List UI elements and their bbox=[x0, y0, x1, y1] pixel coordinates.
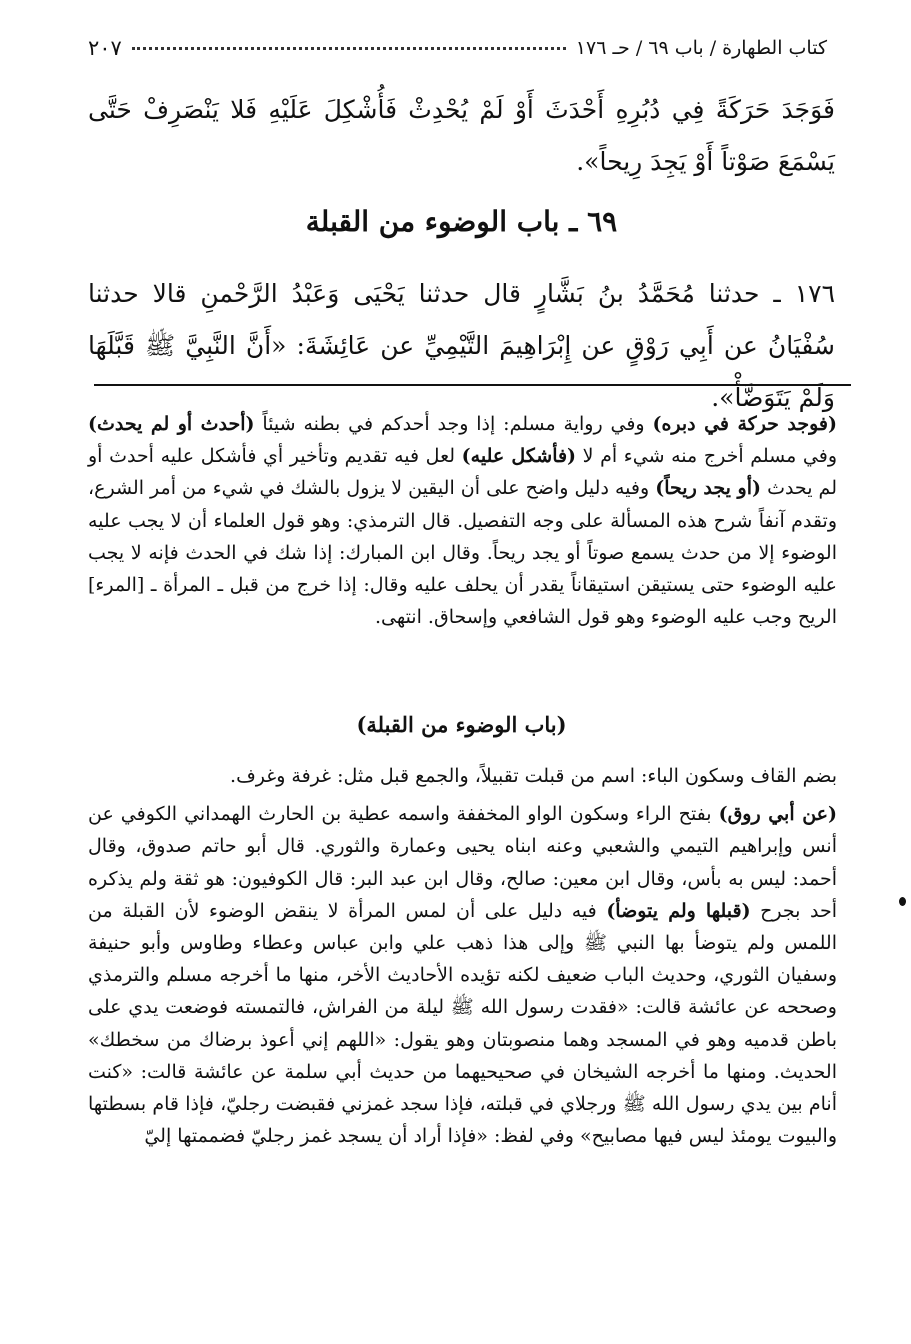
commentary-lemma: (قبلها ولم يتوضأ) bbox=[606, 899, 751, 922]
commentary-lemma: (فوجد حركة في دبره) bbox=[652, 413, 837, 435]
commentary-lemma: (فأشكل عليه) bbox=[461, 445, 577, 468]
running-header bbox=[88, 30, 827, 66]
commentary-text: وفي رواية مسلم: إذا وجد أحدكم في بطنه شيئاً bbox=[254, 413, 653, 435]
commentary-text: بفتح الراء وسكون الواو المخففة واسمه عطية بن الحارث الهمداني الكوفي عن أنس وإبراهيم التيمي والشعبي وعنه ابناه يحيى وعمارة والثوري. قال أبو حاتم صدوق، وقال أحمد: ليس به بأس، وقال ابن معين: صالح، وقال ابن عبد البر: قال الكوفيون: هو ثقة ولم يذكره أحد بجرح bbox=[88, 803, 837, 922]
commentary-lemma: (أو يجد ريحاً) bbox=[655, 477, 761, 500]
header-title: كتاب الطهارة / باب ٦٩ / حـ ١٧٦ bbox=[575, 37, 827, 59]
header-dotted-leader bbox=[132, 47, 566, 50]
commentary-paragraph-1 bbox=[88, 408, 837, 633]
commentary-paragraph-3 bbox=[88, 798, 837, 1152]
commentary-text: لعل فيه تقديم وتأخير أي فأشكل عليه أحدث أو لم يحدث bbox=[88, 445, 837, 500]
commentary-text: وفيه دليل واضح على أن اليقين لا يزول بالشك في شيء من أمر الشرع، وتقدم آنفاً شرح هذه المسألة على وجه التفصيل. قال الترمذي: وهو قول العلماء أن لا يجب عليه الوضوء إلا من حدث يسمع صوتاً أو يجد ريحاً. وقال ابن المبارك: إذا شك في الحدث فإنه لا يجب عليه الوضوء حتى يستيقن استيقاناً يقدر أن يحلف عليه وقال: إذا خرج من قبل ـ المرأة ـ [المرء] الريح وجب عليه الوضوء وهو قول الشافعي وإسحاق. انتهى. bbox=[88, 477, 837, 629]
commentary-lemma: (أحدث أو لم يحدث) bbox=[88, 413, 255, 435]
commentary-text: وفي مسلم أخرج منه شيء أم لا bbox=[576, 445, 837, 468]
page-number: ٢٠٧ bbox=[88, 36, 122, 60]
commentary-paragraph-2: بضم القاف وسكون الباء: اسم من قبلت تقبيلاً، والجمع قبل مثل: غرفة وغرف. bbox=[230, 765, 837, 787]
hadith-176 bbox=[88, 268, 835, 424]
hadith-number: ١٧٦ bbox=[794, 279, 836, 308]
commentary-lemma: (عن أبي روق) bbox=[718, 803, 837, 826]
chapter-heading: ٦٩ ـ باب الوضوء من القبلة bbox=[305, 205, 618, 238]
previous-hadith-text: فَوَجَدَ حَرَكَةً فِي دُبُرِهِ أَحْدَثَ أَوْ لَمْ يُحْدِثْ فَأُشْكِلَ عَلَيْهِ فَلا يَنْصَرِفْ حَتَّى يَسْمَعَ صَوْتاً أَوْ يَجِدَ رِيحاً». bbox=[88, 95, 835, 176]
margin-ink-dot bbox=[899, 897, 906, 906]
footnote-divider bbox=[94, 384, 851, 386]
hadith-text: ـ حدثنا مُحَمَّدُ بنُ بَشَّارٍ قال حدثنا يَحْيَى وَعَبْدُ الرَّحْمنِ قالا حدثنا سُفْيَانُ عن أَبِي رَوْقٍ عن إِبْرَاهِيمَ التَّيْمِيِّ عن عَائِشَةَ: «أَنَّ النَّبِيَّ ﷺ قَبَّلَهَا وَلَمْ يَتَوَضَّأْ». bbox=[88, 279, 835, 412]
commentary-sub-heading: (باب الوضوء من القبلة) bbox=[356, 712, 567, 737]
commentary-text: فيه دليل على أن لمس المرأة لا ينقض الوضوء لأن القبلة من اللمس ولم يتوضأ بها النبي ﷺ وإلى هذا ذهب علي وابن عباس وعطاء وطاوس وأبو حنيفة وسفيان الثوري، وحديث الباب ضعيف لكنه تؤيده الأحاديث الأخر، منها ما أخرجه مسلم والترمذي وصححه عن عائشة قالت: «فقدت رسول الله ﷺ ليلة من الفراش، فالتمسته فوضعت يدي على باطن قدميه وهو في المسجد وهما منصوبتان وهو يقول: «اللهم إني أعوذ برضاك من سخطك» الحديث. ومنها ما أخرجه الشيخان في صحيحيهما من حديث أبي سلمة عن عائشة قالت: «كنت أنام بين يدي رسول الله ﷺ ورجلاي في قبلته، فإذا سجد غمزني فقبضت رجليّ، فإذا قام بسطتها والبيوت يومئذ ليس فيها مصابيح» وفي لفظ: «فإذا أراد أن يسجد غمز رجليّ فضممتها إليّ bbox=[88, 899, 837, 1148]
previous-hadith-ending bbox=[88, 84, 835, 188]
